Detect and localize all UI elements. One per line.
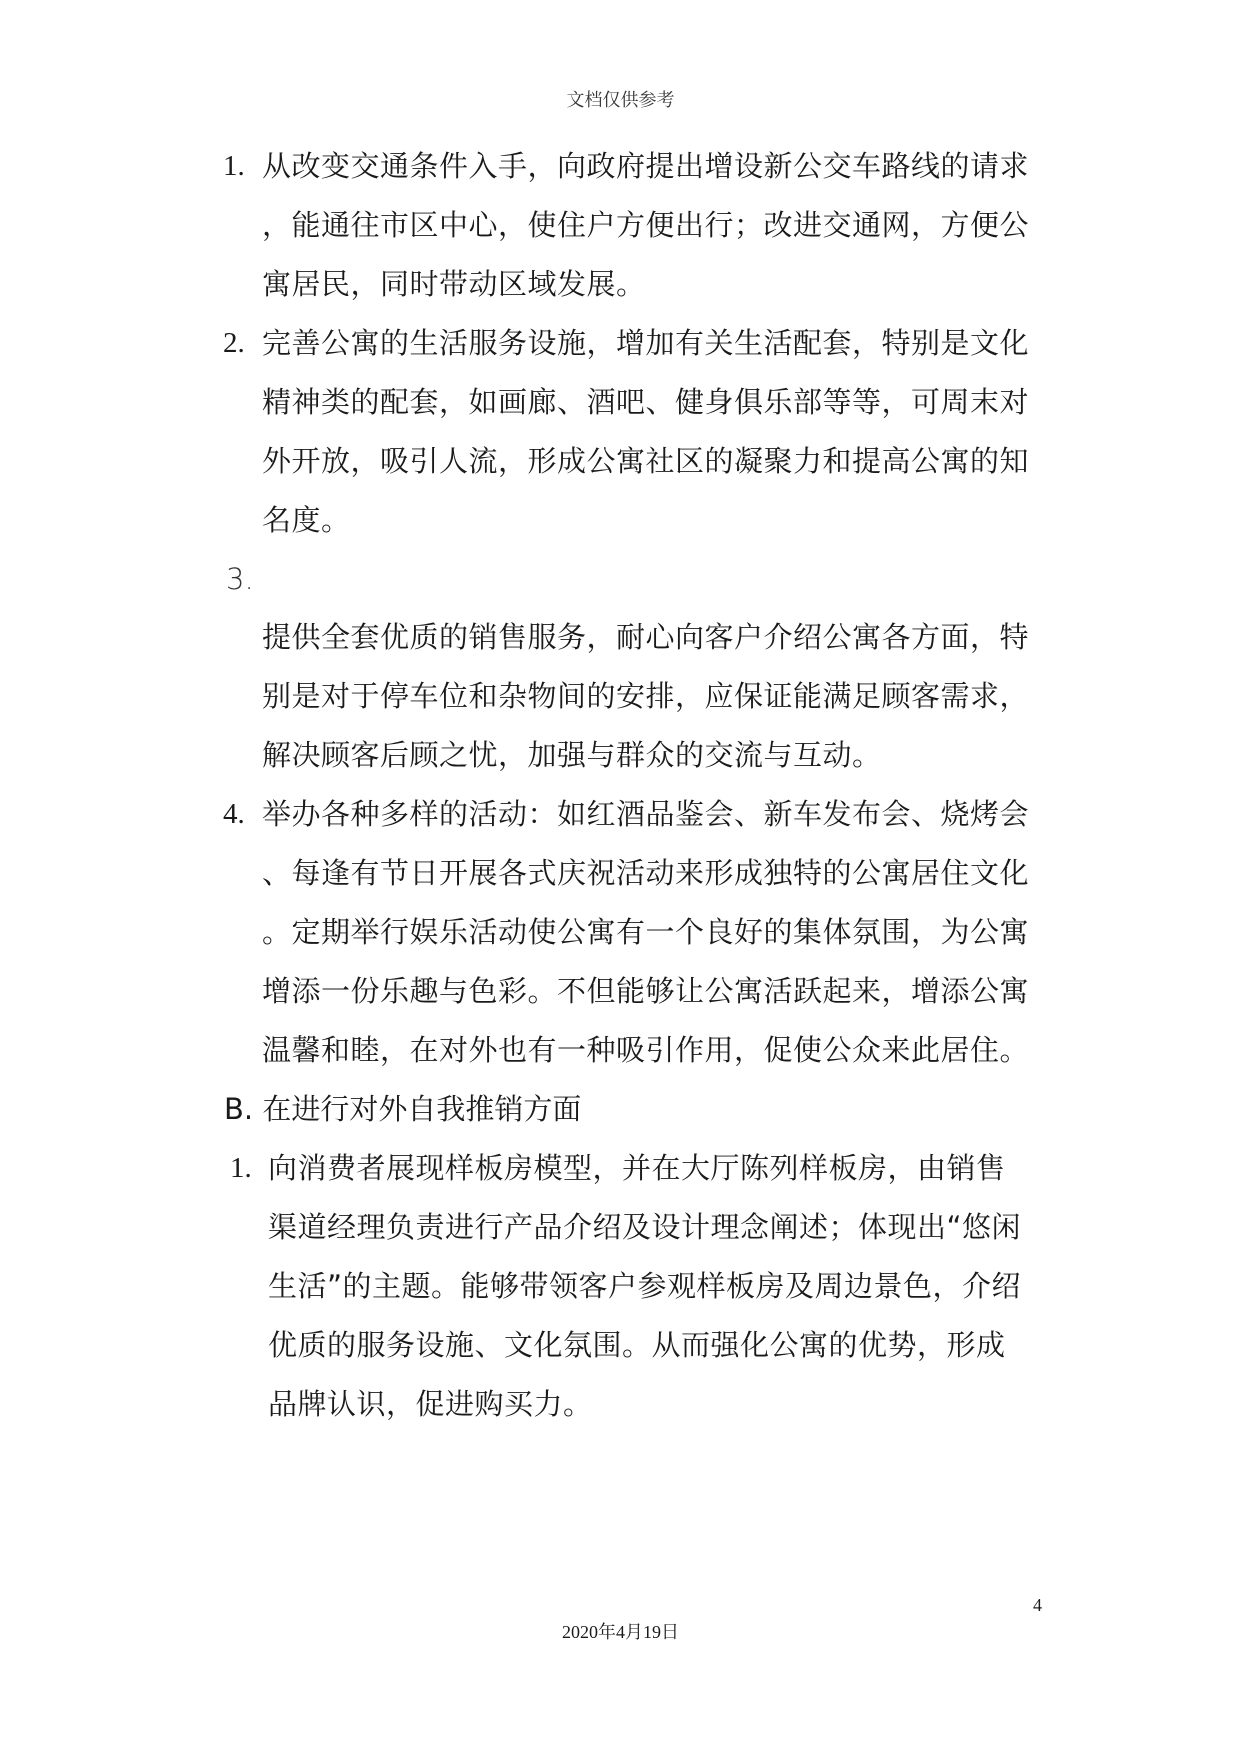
page-number: 4 — [1033, 1595, 1042, 1615]
footer-date: 2020年4月19日 — [562, 1622, 679, 1642]
item-4-line-3: 。定期举行娱乐活动使公寓有一个良好的集体氛围，为公寓 — [262, 915, 1030, 949]
list-marker-1: 1. — [223, 150, 245, 182]
item-3-line-1: 提供全套优质的销售服务，耐心向客户介绍公寓各方面，特 — [262, 620, 1030, 654]
item-4-line-4: 增添一份乐趣与色彩。不但能够让公寓活跃起来，增添公寓 — [262, 974, 1030, 1008]
item-2-line-4: 名度。 — [262, 503, 351, 537]
item-4-line-2: 、每逢有节日开展各式庆祝活动来形成独特的公寓居住文化 — [262, 856, 1030, 890]
section-b-item-1-line-4: 优质的服务设施、文化氛围。从而强化公寓的优势，形成 — [268, 1328, 1006, 1362]
list-marker-3: 3. — [226, 562, 254, 596]
item-1-line-2: ，能通往市区中心，使住户方便出行；改进交通网，方便公 — [262, 208, 1030, 242]
section-b-item-1-line-2: 渠道经理负责进行产品介绍及设计理念阐述；体现出“悠闲 — [268, 1210, 1022, 1244]
item-1-line-3: 寓居民，同时带动区域发展。 — [262, 267, 646, 301]
item-1-line-1: 从改变交通条件入手，向政府提出增设新公交车路线的请求 — [262, 149, 1030, 183]
item-4-line-5: 温馨和睦，在对外也有一种吸引作用，促使公众来此居住。 — [262, 1033, 1030, 1067]
item-3-line-2: 别是对于停车位和杂物间的安排，应保证能满足顾客需求， — [262, 679, 1030, 713]
list-marker-4: 4. — [223, 798, 245, 830]
item-3-line-3: 解决顾客后顾之忧，加强与群众的交流与互动。 — [262, 738, 882, 772]
item-2-line-2: 精神类的配套，如画廊、酒吧、健身俱乐部等等，可周末对 — [262, 385, 1030, 419]
item-2-line-1: 完善公寓的生活服务设施，增加有关生活配套，特别是文化 — [262, 326, 1030, 360]
section-b-title: B. 在进行对外自我推销方面 — [224, 1092, 582, 1126]
header-note: 文档仅供参考 — [566, 90, 675, 111]
section-b-item-1-line-3: 生活”的主题。能够带领客户参观样板房及周边景色，介绍 — [268, 1269, 1022, 1303]
item-4-line-1: 举办各种多样的活动：如红酒品鉴会、新车发布会、烧烤会 — [262, 797, 1030, 831]
section-b-item-1-line-5: 品牌认识，促进购买力。 — [268, 1387, 593, 1421]
item-2-line-3: 外开放，吸引人流，形成公寓社区的凝聚力和提高公寓的知 — [262, 444, 1030, 478]
section-b-list-marker-1: 1. — [230, 1152, 252, 1184]
section-b-item-1-line-1: 向消费者展现样板房模型，并在大厅陈列样板房，由销售 — [268, 1151, 1006, 1185]
list-marker-2: 2. — [223, 327, 245, 359]
